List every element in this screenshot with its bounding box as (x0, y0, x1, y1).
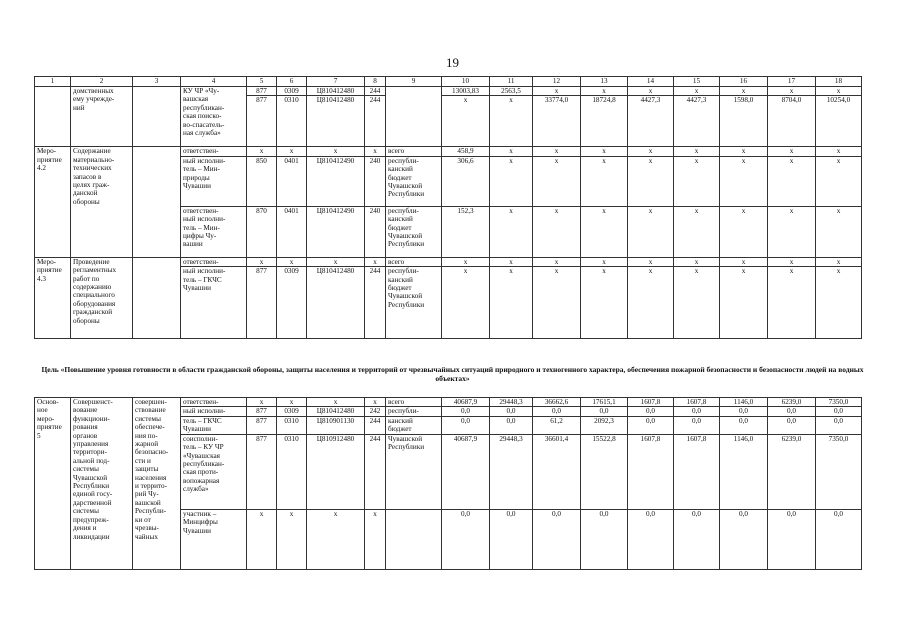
column-number-cell: 12 (533, 77, 581, 87)
column-number-cell: 4 (181, 77, 247, 87)
goal-heading: Цель «Повышение уровня готовности в области гражданской обороны, защиты населения и территорий от чрезвычайных ситуаций природного и техногенного характера, обеспечения пожарной безопасности и безопасности людей на водных объектах» (41, 365, 864, 383)
event-name-cell: Содержание материально- технических запасов в целях граж- данской обороны (71, 147, 133, 257)
table-row: Меро- приятие 4.3 Проведение регламентных работ по содержанию специального оборудования гражданской обороны ответствен- x x x x всего x x x x x x x x x (35, 257, 862, 266)
table-row: ный исполни- 877 0309 Ц810412480 242 республи- 0,0 0,0 0,0 0,0 0,0 0,0 0,0 0,0 0,0 (35, 407, 862, 416)
column-number-cell: 9 (386, 77, 442, 87)
column-number-cell: 14 (628, 77, 674, 87)
table-row: Меро- приятие 4.2 Содержание материально- технических запасов в целях граж- данской обороны ответствен- x x x x всего 458,9 x x x x x x x x (35, 147, 862, 156)
column-number-cell: 2 (71, 77, 133, 87)
column-number-cell: 1 (35, 77, 71, 87)
table-row: ответствен- ный исполни- тель – Мин- цифры Чу- вашии 870 0401 Ц810412490 240 республи- канский бюджет Чувашской Республики 152,3 x x x x x x x x (35, 206, 862, 257)
budget-table-top (34, 76, 862, 339)
event-name-cell: Проведение регламентных работ по содержанию специального оборудования гражданской обороны (71, 257, 133, 338)
column-number-cell: 11 (490, 77, 533, 87)
event-name-cell: домственных ему учрежде- ний (71, 87, 133, 147)
table-row: ный исполни- тель – Мин- природы Чувашии 850 0401 Ц810412490 240 республи- канский бюджет Чувашской Республики 306,6 x x x x x x x x (35, 156, 862, 206)
measure-id-cell: Основ- ное меро- приятие 5 (35, 398, 71, 570)
table-row: тель – ГКЧС Чувашии 877 0310 Ц810901130 244 канский бюджет 0,0 0,0 61,2 2092,3 0,0 0,0 0,0 0,0 0,0 (35, 416, 862, 434)
table-row: соисполни- тель – КУ ЧР «Чувашская республикан- ская проти- вопожарная служба» 877 0310 Ц810912480 244 Чувашской Республики 40687,9 29448,3 36601,4 15522,8 1607,8 1607,8 1146,0 6239,0 7350,0 (35, 434, 862, 509)
column-number-cell: 3 (133, 77, 181, 87)
table-row: 877 0310 Ц810412480 244 x x 33774,0 18724,8 4427,3 4427,3 1598,0 8704,0 10254,0 (35, 96, 862, 147)
table-row: домственных ему учрежде- ний КУ ЧР «Чу- вашская республикан- ская поиско- во-спасатель- ная служба» 877 0309 Ц810412480 244 13003,83 2563,5 x x x x x x x (35, 87, 862, 96)
measure-id-cell: Меро- приятие 4.2 (35, 147, 71, 257)
table-row: Основ- ное меро- приятие 5 Совершенст- вование функциони- рования органов управления территори- альной под- системы Чувашской Республики единой госу- дарственной системы предупреж- дения и ликвидации совершен- ствование системы обеспече- ния по- жарной безопасно- сти и защиты населения и террито- рий Чу- вашской Республи- ки от чрезвы- чайных ответствен- x x x x всего 40687,9 29448,3 36662,6 17615,1 1607,8 1607,8 1146,0 6239,0 7350,0 (35, 398, 862, 407)
column-number-cell: 17 (768, 77, 816, 87)
measure-id-cell: Меро- приятие 4.3 (35, 257, 71, 338)
column-number-cell: 7 (307, 77, 365, 87)
event-name-cell: Совершенст- вование функциони- рования органов управления территори- альной под- системы Чувашской Республики единой госу- дарственной системы предупреж- дения и ликвидации (71, 398, 133, 570)
column-number-cell: 10 (442, 77, 490, 87)
column-number-cell: 8 (365, 77, 386, 87)
goal-indicator-cell: совершен- ствование системы обеспече- ния по- жарной безопасно- сти и защиты населения и террито- рий Чу- вашской Республи- ки от чрезвы- чайных (133, 398, 181, 570)
executor-cell: КУ ЧР «Чу- вашская республикан- ская поиско- во-спасатель- ная служба» (181, 87, 247, 147)
column-number-cell: 6 (277, 77, 307, 87)
column-number-cell: 13 (581, 77, 628, 87)
column-number-cell: 18 (816, 77, 862, 87)
table-row: ный исполни- тель – ГКЧС Чувашии 877 0309 Ц810412480 244 республи- канский бюджет Чувашской Республики x x x x x x x x x (35, 267, 862, 339)
column-number-row (35, 77, 862, 87)
page-number: 19 (446, 55, 459, 70)
column-number-cell: 16 (720, 77, 768, 87)
budget-table-bottom (34, 397, 862, 570)
column-number-cell: 15 (674, 77, 720, 87)
table-row: участник – Минцифры Чувашии x x x x 0,0 0,0 0,0 0,0 0,0 0,0 0,0 0,0 0,0 (35, 509, 862, 569)
column-number-cell: 5 (247, 77, 277, 87)
